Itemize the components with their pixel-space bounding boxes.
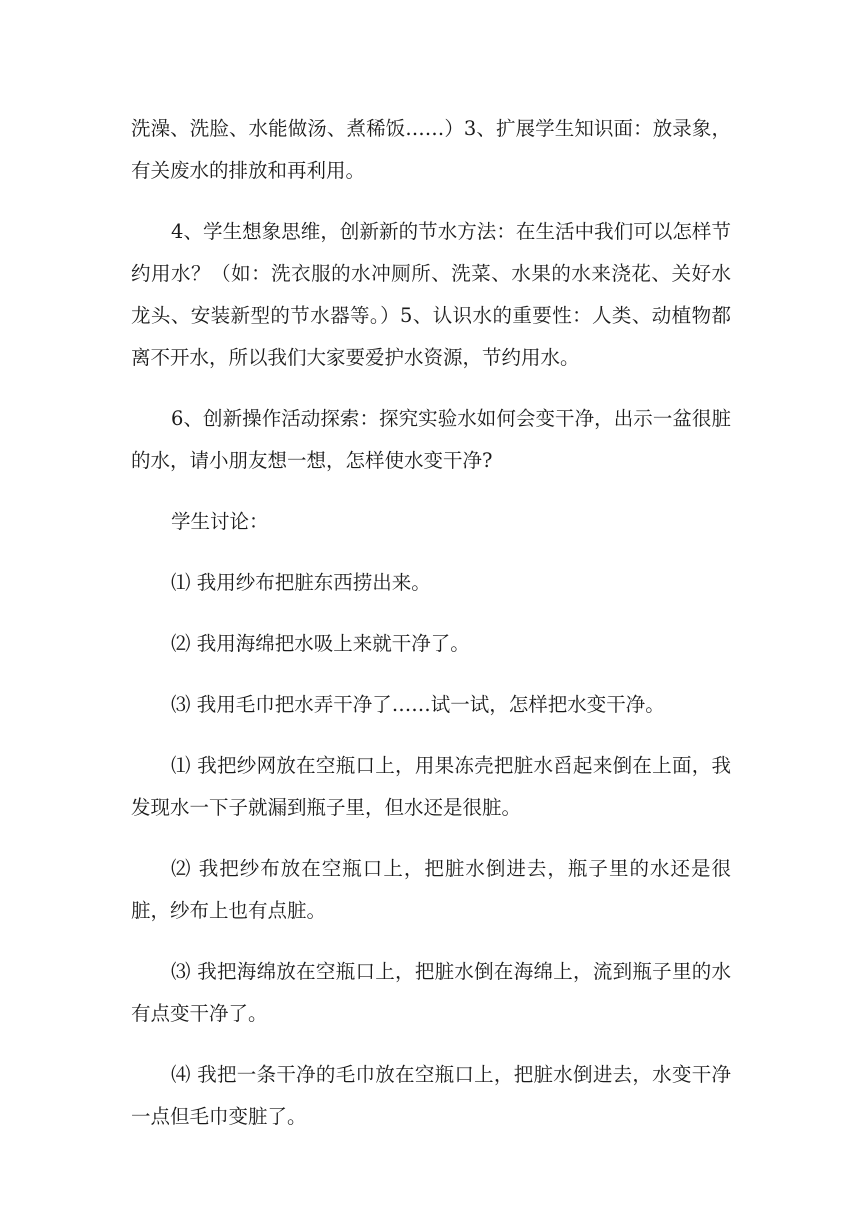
paragraph-bathing-washing: 洗澡、洗脸、水能做汤、煮稀饭……）3、扩展学生知识面：放录象，有关废水的排放和再利用。 bbox=[131, 117, 731, 182]
paragraph-idea-sponge: ⑵ 我用海绵把水吸上来就干净了。 bbox=[171, 632, 470, 655]
paragraph-result-sponge: ⑶ 我把海绵放在空瓶口上，把脏水倒在海绵上，流到瓶子里的水有点变干净了。 bbox=[131, 960, 731, 1025]
paragraph-idea-towel: ⑶ 我用毛巾把水弄干净了……试一试，怎样把水变干净。 bbox=[171, 693, 665, 716]
paragraph-result-mesh: ⑴ 我把纱网放在空瓶口上，用果冻壳把脏水舀起来倒在上面，我发现水一下子就漏到瓶子里，但水还是很脏。 bbox=[131, 754, 731, 819]
paragraph-idea-gauze: ⑴ 我用纱布把脏东西捞出来。 bbox=[171, 571, 431, 594]
paragraph-result-gauze: ⑵ 我把纱布放在空瓶口上，把脏水倒进去，瓶子里的水还是很脏，纱布上也有点脏。 bbox=[131, 857, 731, 922]
paragraph-water-saving-methods: 4、学生想象思维，创新新的节水方法：在生活中我们可以怎样节约用水？（如：洗衣服的水冲厕所、洗菜、水果的水来浇花、关好水龙头、安装新型的节水器等。）5、认识水的重要性：人类、动植物都离不开水，所以我们大家要爱护水资源，节约用水。 bbox=[131, 220, 731, 369]
paragraph-clean-water-activity: 6、创新操作活动探索：探究实验水如何会变干净，出示一盆很脏的水，请小朋友想一想，怎样使水变干净? bbox=[131, 407, 731, 472]
paragraph-result-towel: ⑷ 我把一条干净的毛巾放在空瓶口上，把脏水倒进去，水变干净一点但毛巾变脏了。 bbox=[131, 1063, 731, 1128]
document-body bbox=[131, 108, 731, 1157]
paragraph-student-discussion: 学生讨论： bbox=[171, 510, 269, 533]
